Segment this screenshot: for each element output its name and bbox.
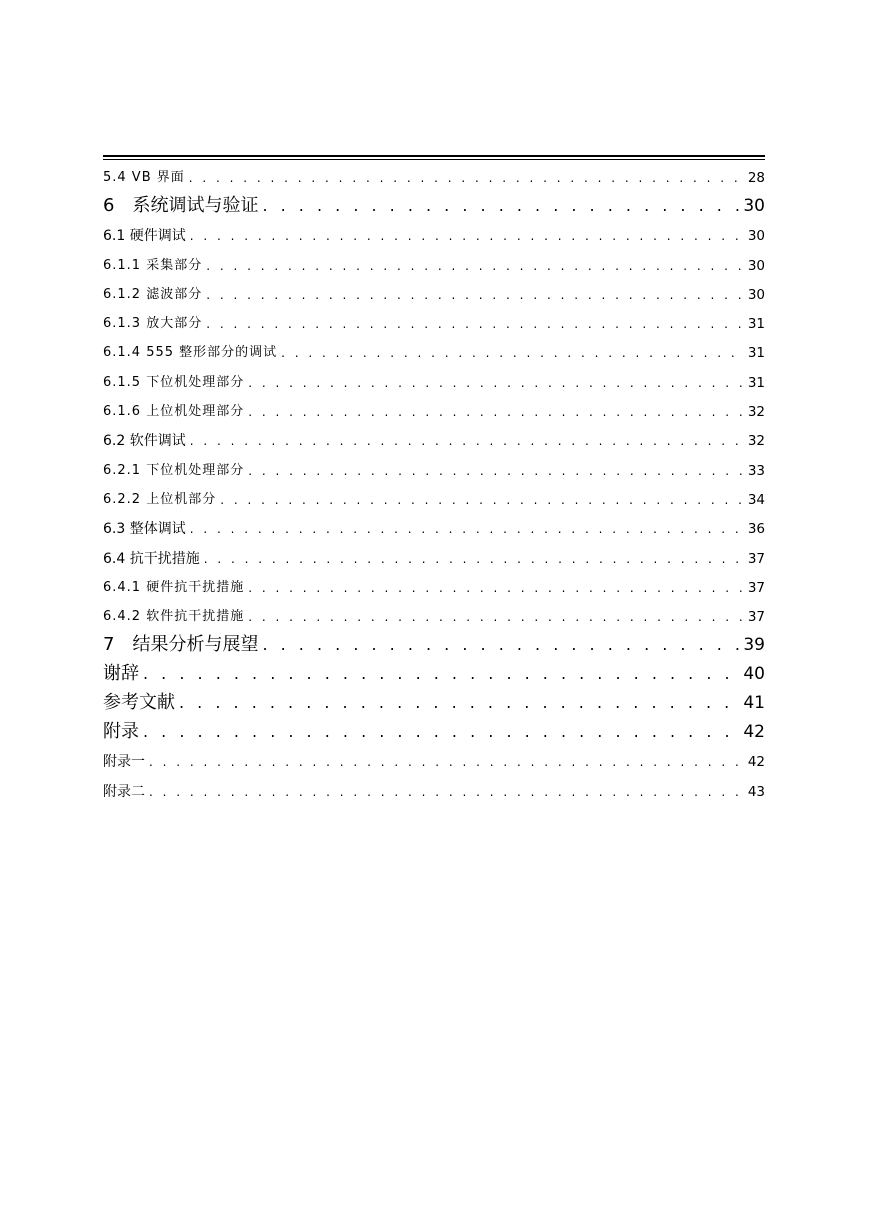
dot-leader [149, 781, 744, 803]
toc-entry-page: 32 [747, 404, 765, 421]
dot-leader [262, 194, 739, 218]
toc-entry-6-1-1[interactable] [103, 247, 765, 276]
toc-entry-label: 6.2.1 下位机处理部分 [103, 462, 245, 478]
toc-entry-6-1-4[interactable] [103, 335, 765, 364]
table-of-contents [103, 162, 765, 803]
dot-leader [190, 518, 744, 540]
toc-entry-label: 6.1.1 采集部分 [103, 257, 203, 273]
toc-entry-7[interactable] [103, 628, 765, 657]
dot-leader [248, 401, 744, 423]
dot-leader [179, 691, 739, 715]
toc-entry-page: 42 [747, 754, 765, 771]
toc-entry-6-1-6[interactable] [103, 394, 765, 423]
toc-entry-page: 37 [747, 579, 765, 596]
toc-entry-page: 34 [747, 491, 765, 508]
toc-entry-label: 参考文献 [103, 692, 175, 714]
toc-entry-label: 6.4 抗干扰措施 [103, 550, 200, 567]
toc-entry-page: 42 [743, 722, 765, 743]
toc-entry-page: 30 [747, 286, 765, 303]
toc-entry-references[interactable] [103, 686, 765, 715]
toc-entry-page: 31 [747, 316, 765, 333]
toc-entry-label: 6.2.2 上位机部分 [103, 491, 217, 507]
dot-leader [281, 342, 744, 364]
dot-leader [190, 430, 744, 452]
toc-entry-label: 6.4.2 软件抗干扰措施 [103, 609, 245, 625]
toc-entry-page: 33 [747, 462, 765, 479]
toc-entry-page: 37 [747, 609, 765, 626]
toc-entry-6-1-5[interactable] [103, 364, 765, 393]
toc-entry-page: 39 [743, 635, 765, 656]
toc-entry-6[interactable] [103, 189, 765, 218]
toc-entry-6-4-2[interactable] [103, 599, 765, 628]
toc-entry-label: 6.2 软件调试 [103, 433, 186, 450]
toc-entry-page: 40 [743, 664, 765, 685]
toc-entry-page: 36 [747, 521, 765, 538]
toc-entry-label: 7 结果分析与展望 [103, 634, 259, 656]
toc-entry-appendix-2[interactable] [103, 773, 765, 802]
toc-entry-page: 28 [747, 170, 765, 186]
toc-entry-label: 6.1.6 上位机处理部分 [103, 404, 245, 420]
toc-entry-label: 6.1.5 下位机处理部分 [103, 374, 245, 390]
toc-entry-acknowledgements[interactable] [103, 657, 765, 686]
dot-leader [248, 577, 744, 599]
toc-entry-page: 31 [747, 374, 765, 391]
dot-leader [204, 548, 744, 570]
toc-entry-page: 32 [747, 433, 765, 450]
toc-entry-label: 6.1.3 放大部分 [103, 316, 203, 332]
dot-leader [262, 633, 739, 657]
dot-leader [143, 662, 739, 686]
toc-entry-appendix[interactable] [103, 715, 765, 744]
toc-entry-page: 30 [743, 196, 765, 216]
toc-entry-label: 6.1.4 555 整形部分的调试 [103, 345, 278, 361]
toc-entry-6-4[interactable] [103, 540, 765, 569]
dot-leader [149, 751, 744, 773]
toc-entry-page: 30 [747, 257, 765, 274]
toc-entry-page: 41 [743, 693, 765, 714]
toc-entry-label: 附录二 [103, 783, 145, 800]
toc-entry-label: 6.4.1 硬件抗干扰措施 [103, 579, 245, 595]
toc-entry-label: 谢辞 [103, 663, 139, 685]
toc-entry-page: 30 [747, 228, 765, 245]
toc-entry-6-2[interactable] [103, 423, 765, 452]
toc-entry-label: 附录一 [103, 754, 145, 771]
dot-leader [248, 372, 744, 394]
toc-entry-6-2-2[interactable] [103, 482, 765, 511]
toc-entry-6-1-3[interactable] [103, 306, 765, 335]
toc-entry-label: 附录 [103, 721, 139, 743]
toc-entry-page: 43 [747, 783, 765, 800]
toc-entry-label: 6.1 硬件调试 [103, 228, 186, 245]
toc-entry-6-2-1[interactable] [103, 452, 765, 481]
dot-leader [143, 720, 739, 744]
dot-leader [206, 255, 744, 277]
dot-leader [248, 460, 744, 482]
header-rule-thin [103, 159, 765, 160]
dot-leader [190, 225, 744, 247]
toc-entry-label: 6.3 整体调试 [103, 521, 186, 538]
header-rule-thick [103, 155, 765, 157]
dot-leader [220, 489, 744, 511]
toc-entry-6-3[interactable] [103, 511, 765, 540]
dot-leader [206, 313, 744, 335]
toc-entry-page: 31 [747, 345, 765, 362]
toc-entry-label: 6 系统调试与验证 [103, 195, 259, 216]
toc-entry-appendix-1[interactable] [103, 744, 765, 773]
dot-leader [248, 606, 744, 628]
toc-entry-5-4[interactable] [103, 162, 765, 189]
dot-leader [206, 284, 744, 306]
toc-entry-6-1-2[interactable] [103, 277, 765, 306]
toc-entry-label: 5.4 VB 界面 [103, 170, 185, 185]
toc-entry-page: 37 [747, 550, 765, 567]
toc-entry-label: 6.1.2 滤波部分 [103, 286, 203, 302]
toc-entry-6-4-1[interactable] [103, 570, 765, 599]
toc-entry-6-1[interactable] [103, 218, 765, 247]
dot-leader [189, 167, 744, 189]
